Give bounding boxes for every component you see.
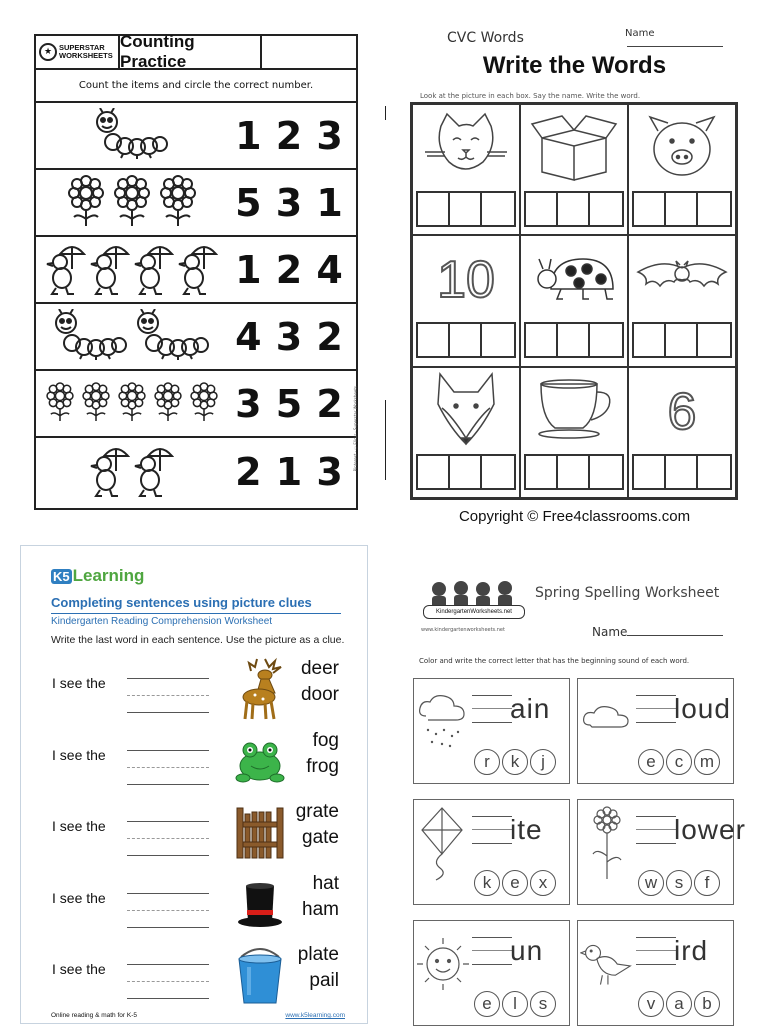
number-choice[interactable]: 4 xyxy=(316,247,343,292)
cvc-words-worksheet xyxy=(403,22,746,525)
letter-box[interactable] xyxy=(698,193,730,225)
letter-choice[interactable]: v xyxy=(638,991,664,1017)
word-ending: un xyxy=(510,935,544,966)
letter-box[interactable] xyxy=(698,456,730,488)
worksheet-subtitle: Kindergarten Reading Comprehension Worksheet xyxy=(51,616,273,627)
letter-blank[interactable] xyxy=(472,695,512,725)
name-label: Name xyxy=(625,28,655,39)
answer-lines[interactable] xyxy=(127,948,209,999)
duck-umbrella-icon xyxy=(178,240,218,300)
flower-group xyxy=(36,170,228,235)
name-field xyxy=(592,625,723,639)
letter-box[interactable] xyxy=(482,193,514,225)
logo-line-2: WORKSHEETS xyxy=(59,51,113,60)
word-option: ham xyxy=(302,898,339,920)
word-option: door xyxy=(300,684,339,705)
instructions: Count the items and circle the correct number. xyxy=(36,70,356,103)
letter-choices xyxy=(638,749,720,775)
letter-choices xyxy=(638,991,720,1017)
pail-icon xyxy=(233,942,287,1008)
word-ending: loud xyxy=(674,693,731,724)
letter-choice[interactable]: w xyxy=(638,870,664,896)
sentence-prompt: I see the xyxy=(52,961,106,977)
word-options xyxy=(296,799,339,851)
cup-icon xyxy=(529,368,619,450)
number-choice[interactable]: 5 xyxy=(235,180,262,225)
word-cell xyxy=(412,367,520,498)
copyright: Copyright © Free4classrooms.com xyxy=(458,508,691,525)
side-credit: Pinterest · Ⓒ Flickr · Superstar Worksheets xyxy=(353,386,358,472)
letter-box[interactable] xyxy=(418,456,450,488)
letter-boxes xyxy=(416,454,516,490)
ten-icon xyxy=(431,236,501,318)
word-option: gate xyxy=(302,827,339,848)
letter-choice[interactable]: k xyxy=(502,749,528,775)
letter-boxes xyxy=(632,191,732,227)
number-choice[interactable]: 1 xyxy=(316,180,343,225)
logo-line-1: SUPERSTAR xyxy=(59,43,105,52)
number-choice[interactable]: 3 xyxy=(275,180,303,225)
sentence-prompt: I see the xyxy=(52,889,106,906)
counting-row xyxy=(36,170,356,237)
answer-lines[interactable] xyxy=(127,877,209,928)
site-url: www.kindergartenworksheets.net xyxy=(421,627,505,633)
number-choice[interactable]: 4 xyxy=(235,314,262,359)
box-icon xyxy=(528,105,620,187)
caterpillar-icon xyxy=(134,309,212,365)
duck-umbrella-group xyxy=(36,237,228,302)
number-choice[interactable]: 3 xyxy=(316,113,343,158)
deer-icon xyxy=(233,656,287,722)
answer-lines[interactable] xyxy=(127,662,209,713)
letter-choice[interactable]: c xyxy=(666,749,692,775)
letter-blank[interactable] xyxy=(636,937,676,967)
letter-box[interactable] xyxy=(526,324,558,356)
letter-choice[interactable]: b xyxy=(694,991,720,1017)
cat-icon xyxy=(423,105,509,187)
letter-choice[interactable]: a xyxy=(666,991,692,1017)
letter-boxes xyxy=(416,322,516,358)
letter-box[interactable] xyxy=(590,193,622,225)
sentence-item xyxy=(21,938,367,1008)
word-cell xyxy=(628,367,736,498)
worksheet-title: Completing sentences using picture clues xyxy=(51,595,312,610)
letter-choices xyxy=(474,749,556,775)
spelling-card xyxy=(577,799,746,905)
letter-box[interactable] xyxy=(666,324,698,356)
counting-row xyxy=(36,371,356,438)
name-label: Name xyxy=(592,625,628,639)
svg-text:6: 6 xyxy=(667,382,697,439)
letter-choices xyxy=(474,870,556,896)
k5-logo xyxy=(51,566,144,586)
word-cell xyxy=(520,104,628,235)
k5-learning-worksheet xyxy=(20,545,368,1024)
sentence-item xyxy=(21,652,367,722)
letter-blank[interactable] xyxy=(472,816,512,846)
letter-choice[interactable]: x xyxy=(530,870,556,896)
svg-text:10: 10 xyxy=(437,251,495,308)
letter-boxes xyxy=(524,322,624,358)
gate-icon xyxy=(233,799,287,865)
flower-icon xyxy=(116,380,148,428)
number-choice[interactable]: 3 xyxy=(235,381,262,426)
spelling-card xyxy=(577,678,734,784)
bat-icon xyxy=(636,236,728,318)
worksheet-subtitle: CVC Words xyxy=(447,30,524,46)
letter-box[interactable] xyxy=(450,324,482,356)
letter-blank[interactable] xyxy=(636,695,676,725)
letter-choice[interactable]: r xyxy=(474,749,500,775)
number-choice[interactable]: 3 xyxy=(275,314,303,359)
letter-choice[interactable]: e xyxy=(638,749,664,775)
flower-icon xyxy=(111,175,153,231)
worksheet-title: Write the Words xyxy=(482,52,667,79)
letter-boxes xyxy=(632,454,732,490)
sentence-prompt: I see the xyxy=(52,675,106,691)
worksheet-header xyxy=(36,32,356,71)
number-choice[interactable]: 2 xyxy=(275,113,303,158)
letter-box[interactable] xyxy=(590,324,622,356)
caterpillar-icon xyxy=(93,108,171,164)
rain-icon xyxy=(416,689,470,757)
duck-umbrella-icon xyxy=(134,240,174,300)
number-choice[interactable]: 3 xyxy=(316,449,343,494)
word-ending: ain xyxy=(510,693,551,724)
counting-row xyxy=(36,304,356,371)
word-option: frog xyxy=(306,755,339,777)
flower-icon xyxy=(65,175,107,231)
letter-box[interactable] xyxy=(482,324,514,356)
six-icon xyxy=(647,368,717,450)
frog-icon xyxy=(233,728,287,794)
word-options xyxy=(306,728,339,780)
letter-box[interactable] xyxy=(590,456,622,488)
k5-badge: K5 xyxy=(53,569,70,584)
letter-blank[interactable] xyxy=(636,816,676,846)
counting-row xyxy=(36,237,356,304)
sun-icon xyxy=(416,931,470,999)
letter-box[interactable] xyxy=(666,456,698,488)
site-tag: KindergartenWorksheets.net xyxy=(423,605,525,619)
letter-choice[interactable]: s xyxy=(666,870,692,896)
letter-choice[interactable]: s xyxy=(530,991,556,1017)
spring-spelling-worksheet xyxy=(407,575,768,1024)
worksheet-title: Spring Spelling Worksheet xyxy=(535,585,720,601)
star-icon: ★ xyxy=(39,43,57,61)
answer-lines[interactable] xyxy=(127,805,209,856)
spelling-card xyxy=(577,920,734,1026)
flower-group xyxy=(36,371,228,436)
word-option: pail xyxy=(309,970,339,991)
word-options xyxy=(301,656,339,708)
duck-umbrella-icon xyxy=(46,240,86,300)
flower-icon xyxy=(44,380,76,428)
letter-boxes xyxy=(416,191,516,227)
flower-icon xyxy=(80,380,112,428)
word-cell xyxy=(520,367,628,498)
letter-choices xyxy=(638,870,720,896)
hat-icon xyxy=(233,871,287,937)
letter-blank[interactable] xyxy=(472,937,512,967)
flower-icon xyxy=(152,380,184,428)
word-cell xyxy=(628,104,736,235)
number-choice[interactable]: 2 xyxy=(316,381,343,426)
fox-icon xyxy=(430,368,502,450)
letter-box[interactable] xyxy=(698,324,730,356)
letter-choice[interactable]: j xyxy=(530,749,556,775)
letter-choice[interactable]: k xyxy=(474,870,500,896)
letter-box[interactable] xyxy=(482,456,514,488)
letter-box[interactable] xyxy=(666,193,698,225)
word-option: plate xyxy=(297,944,339,965)
number-choice[interactable]: 1 xyxy=(235,113,262,158)
sentence-prompt: I see the xyxy=(52,746,106,763)
letter-box[interactable] xyxy=(450,193,482,225)
kite-icon xyxy=(416,810,470,878)
ladybug-icon xyxy=(531,236,617,318)
word-option: hat xyxy=(312,872,339,894)
bird-icon xyxy=(580,931,634,999)
superstar-logo xyxy=(36,36,120,68)
word-cell xyxy=(412,235,520,366)
word-cell xyxy=(628,235,736,366)
letter-box[interactable] xyxy=(418,193,450,225)
number-choice[interactable]: 1 xyxy=(235,247,262,292)
pig-icon xyxy=(642,105,722,187)
flower-icon xyxy=(580,810,634,878)
letter-box[interactable] xyxy=(634,324,666,356)
counting-practice-worksheet xyxy=(34,34,358,510)
letter-choices xyxy=(474,991,556,1017)
worksheet-title: Counting Practice xyxy=(120,36,262,68)
letter-boxes xyxy=(524,454,624,490)
letter-choice[interactable]: e xyxy=(502,870,528,896)
letter-choice[interactable]: e xyxy=(474,991,500,1017)
divider-mark xyxy=(385,106,386,120)
counting-row xyxy=(36,438,356,505)
number-choice[interactable]: 2 xyxy=(275,247,303,292)
letter-choice[interactable]: f xyxy=(694,870,720,896)
letter-boxes xyxy=(524,191,624,227)
footer xyxy=(51,1012,345,1019)
sentence-item xyxy=(21,724,367,794)
sentence-prompt: I see the xyxy=(52,818,106,834)
flower-icon xyxy=(188,380,220,428)
number-choice[interactable]: 1 xyxy=(275,449,303,494)
word-option: grate xyxy=(295,801,339,822)
word-option: fog xyxy=(312,729,339,751)
letter-box[interactable] xyxy=(634,193,666,225)
name-field xyxy=(625,28,746,50)
k5-logo-text: Learning xyxy=(72,566,145,585)
duck-umbrella-icon xyxy=(134,442,174,502)
sentence-item xyxy=(21,867,367,937)
picture-grid xyxy=(410,102,738,500)
spelling-card xyxy=(413,920,570,1026)
letter-box[interactable] xyxy=(558,193,590,225)
sentence-item xyxy=(21,795,367,865)
duck-umbrella-group xyxy=(36,438,228,505)
letter-box[interactable] xyxy=(450,456,482,488)
letter-box[interactable] xyxy=(418,324,450,356)
letter-box[interactable] xyxy=(526,456,558,488)
counting-row xyxy=(36,103,356,170)
letter-box[interactable] xyxy=(558,324,590,356)
caterpillar-icon xyxy=(52,309,130,365)
word-options xyxy=(298,942,339,994)
answer-lines[interactable] xyxy=(127,734,209,785)
caterpillar-group xyxy=(36,103,228,168)
instructions: Write the last word in each sentence. Use the picture as a clue. xyxy=(51,634,345,646)
word-ending: lower xyxy=(674,814,746,845)
cloud-icon xyxy=(580,689,634,757)
name-box xyxy=(262,36,356,68)
letter-choice[interactable]: m xyxy=(694,749,720,775)
flower-icon xyxy=(157,175,199,231)
letter-choice[interactable]: l xyxy=(502,991,528,1017)
caterpillar-group xyxy=(36,304,228,369)
footer-link[interactable]: www.k5learning.com xyxy=(285,1012,345,1019)
word-option: deer xyxy=(300,658,339,679)
letter-box[interactable] xyxy=(526,193,558,225)
letter-box[interactable] xyxy=(558,456,590,488)
number-choice[interactable]: 5 xyxy=(275,381,303,426)
letter-box[interactable] xyxy=(634,456,666,488)
word-ending: ird xyxy=(674,935,709,966)
spelling-card xyxy=(413,678,570,784)
spelling-card xyxy=(413,799,570,905)
instructions: Color and write the correct letter that has the beginning sound of each word. xyxy=(419,657,690,665)
footer-left: Online reading & math for K-5 xyxy=(51,1012,137,1019)
duck-umbrella-icon xyxy=(90,442,130,502)
letter-boxes xyxy=(632,322,732,358)
divider-mark xyxy=(385,400,386,480)
number-choice[interactable]: 2 xyxy=(235,449,262,494)
number-choice[interactable]: 2 xyxy=(316,314,343,359)
word-options xyxy=(302,871,339,923)
word-cell xyxy=(412,104,520,235)
duck-umbrella-icon xyxy=(90,240,130,300)
word-cell xyxy=(520,235,628,366)
instructions: Look at the picture in each box. Say the name. Write the word. xyxy=(420,92,641,100)
word-ending: ite xyxy=(510,814,543,845)
